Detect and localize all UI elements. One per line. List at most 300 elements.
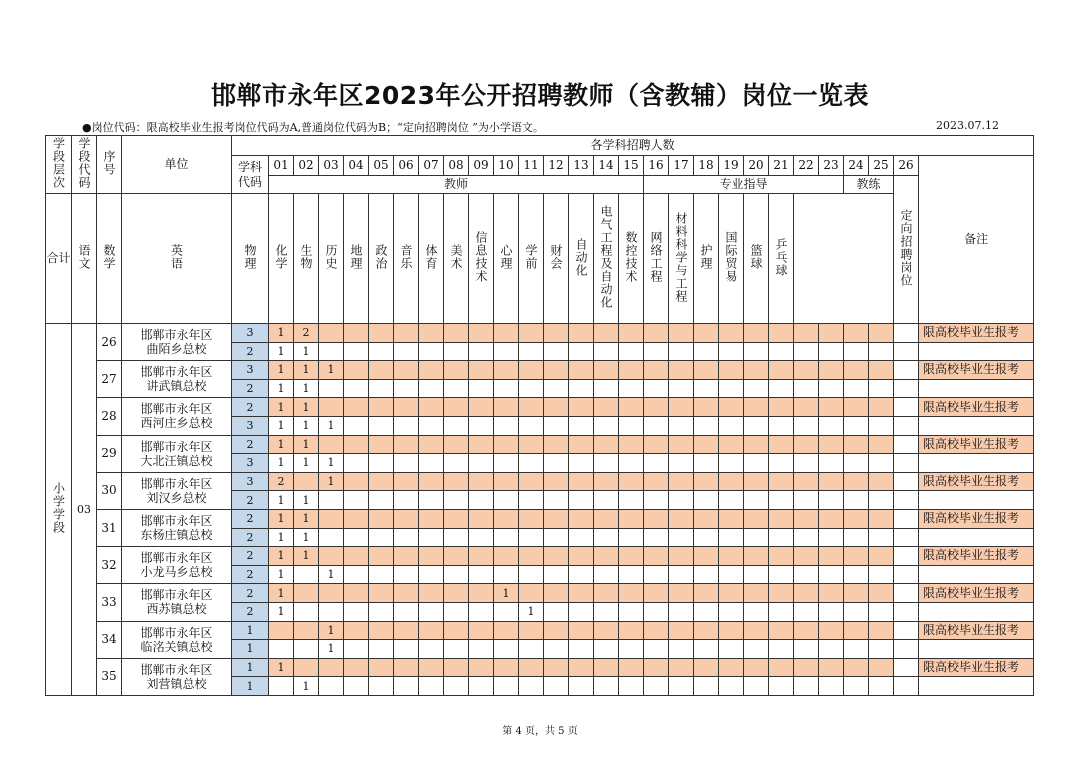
count-cell-05	[369, 454, 394, 473]
count-cell-21	[769, 342, 794, 361]
count-cell-02: 1	[294, 547, 319, 566]
count-cell-25	[869, 361, 894, 380]
count-cell-14	[594, 379, 619, 398]
count-cell-18	[694, 472, 719, 491]
count-cell-01: 1	[269, 565, 294, 584]
count-cell-01: 1	[269, 342, 294, 361]
count-cell-10	[494, 342, 519, 361]
unit-name-line2: 临洺关镇总校	[140, 639, 213, 654]
count-cell-11	[519, 416, 544, 435]
subject-name-20: 网络工程	[644, 194, 669, 324]
count-cell-19	[719, 342, 744, 361]
count-cell-04	[344, 584, 369, 603]
count-cell-14	[594, 472, 619, 491]
count-cell-25	[869, 491, 894, 510]
count-cell-01: 1	[269, 547, 294, 566]
count-cell-10	[494, 472, 519, 491]
count-cell-06	[394, 658, 419, 677]
count-cell-04	[344, 342, 369, 361]
count-cell-08	[444, 658, 469, 677]
remark-cell: 限高校毕业生报考	[919, 621, 1034, 640]
count-cell-02: 1	[294, 379, 319, 398]
count-cell-07	[419, 640, 444, 659]
count-cell-10	[494, 621, 519, 640]
remark-cell: 限高校毕业生报考	[919, 509, 1034, 528]
subject-code-08: 08	[444, 156, 469, 176]
count-cell-20	[744, 621, 769, 640]
count-cell-14	[594, 602, 619, 621]
count-cell-16	[644, 472, 669, 491]
count-cell-17	[669, 565, 694, 584]
count-cell-07	[419, 416, 444, 435]
count-cell-20	[744, 565, 769, 584]
count-cell-10	[494, 547, 519, 566]
count-cell-13	[569, 472, 594, 491]
count-cell-25	[869, 324, 894, 343]
count-cell-19	[719, 677, 744, 696]
count-cell-11	[519, 528, 544, 547]
count-cell-16	[644, 509, 669, 528]
count-cell-13	[569, 454, 594, 473]
count-cell-07	[419, 472, 444, 491]
count-cell-05	[369, 324, 394, 343]
count-cell-10	[494, 602, 519, 621]
table-row	[46, 547, 1034, 566]
count-cell-24	[844, 509, 869, 528]
count-cell-23	[819, 454, 844, 473]
count-cell-18	[694, 547, 719, 566]
header-unit: 单位	[122, 136, 232, 194]
count-cell-16	[644, 361, 669, 380]
count-cell-26	[894, 379, 919, 398]
count-cell-21	[769, 602, 794, 621]
subject-code-15: 15	[619, 156, 644, 176]
table-row	[46, 361, 1034, 380]
count-cell-10	[494, 565, 519, 584]
subject-name-19: 数控技术	[619, 194, 644, 324]
count-cell-06	[394, 621, 419, 640]
count-cell-12	[544, 621, 569, 640]
count-cell-24	[844, 491, 869, 510]
count-cell-16	[644, 324, 669, 343]
count-cell-26	[894, 602, 919, 621]
count-cell-12	[544, 658, 569, 677]
count-cell-21	[769, 621, 794, 640]
remark-cell	[919, 528, 1034, 547]
count-cell-26	[894, 658, 919, 677]
subject-name-25: 乒乓球	[769, 194, 794, 324]
count-cell-10	[494, 398, 519, 417]
count-cell-22	[794, 324, 819, 343]
count-cell-23	[819, 602, 844, 621]
count-cell-02: 1	[294, 342, 319, 361]
count-cell-02	[294, 621, 319, 640]
count-cell-23	[819, 324, 844, 343]
count-cell-21	[769, 435, 794, 454]
count-cell-10	[494, 658, 519, 677]
group-coach: 教练	[844, 176, 894, 194]
count-cell-18	[694, 398, 719, 417]
count-cell-12	[544, 677, 569, 696]
subject-code-17: 17	[669, 156, 694, 176]
count-cell-15	[619, 454, 644, 473]
count-cell-22	[794, 509, 819, 528]
count-cell-12	[544, 435, 569, 454]
count-cell-15	[619, 677, 644, 696]
count-cell-26	[894, 565, 919, 584]
count-cell-04	[344, 324, 369, 343]
count-cell-23	[819, 472, 844, 491]
count-cell-22	[794, 658, 819, 677]
count-cell-04	[344, 435, 369, 454]
count-cell-05	[369, 602, 394, 621]
count-cell-11	[519, 547, 544, 566]
recruitment-table	[45, 135, 1034, 696]
count-cell-15	[619, 640, 644, 659]
count-cell-24	[844, 528, 869, 547]
count-cell-24	[844, 658, 869, 677]
count-cell-08	[444, 565, 469, 584]
seq-cell: 30	[97, 472, 122, 509]
subject-code-01: 01	[269, 156, 294, 176]
remark-cell	[919, 640, 1034, 659]
subject-name-10: 音乐	[394, 194, 419, 324]
count-cell-08	[444, 324, 469, 343]
count-cell-22	[794, 416, 819, 435]
subject-code-26: 26	[894, 156, 919, 176]
count-cell-13	[569, 640, 594, 659]
count-cell-13	[569, 361, 594, 380]
header-seq: 序号	[97, 136, 122, 194]
count-cell-22	[794, 454, 819, 473]
count-cell-13	[569, 528, 594, 547]
count-cell-07	[419, 398, 444, 417]
count-cell-20	[744, 416, 769, 435]
count-cell-06	[394, 472, 419, 491]
count-cell-22	[794, 435, 819, 454]
count-cell-04	[344, 398, 369, 417]
count-cell-07	[419, 658, 444, 677]
total-cell: 2	[232, 398, 269, 417]
count-cell-09	[469, 528, 494, 547]
subject-code-14: 14	[594, 156, 619, 176]
count-cell-18	[694, 584, 719, 603]
count-cell-25	[869, 528, 894, 547]
count-cell-01	[269, 621, 294, 640]
count-cell-11	[519, 361, 544, 380]
subject-code-10: 10	[494, 156, 519, 176]
unit-name-cell	[122, 621, 232, 658]
count-cell-04	[344, 491, 369, 510]
count-cell-13	[569, 416, 594, 435]
count-cell-05	[369, 528, 394, 547]
count-cell-13	[569, 379, 594, 398]
table-row	[46, 324, 1034, 343]
total-cell: 2	[232, 565, 269, 584]
table-row	[46, 472, 1034, 491]
count-cell-20	[744, 435, 769, 454]
count-cell-13	[569, 342, 594, 361]
count-cell-17	[669, 361, 694, 380]
subject-name-14: 心理	[494, 194, 519, 324]
count-cell-06	[394, 602, 419, 621]
subject-code-23: 23	[819, 156, 844, 176]
count-cell-13	[569, 621, 594, 640]
count-cell-07	[419, 547, 444, 566]
count-cell-03	[319, 584, 344, 603]
count-cell-20	[744, 324, 769, 343]
count-cell-14	[594, 454, 619, 473]
count-cell-17	[669, 677, 694, 696]
count-cell-05	[369, 342, 394, 361]
count-cell-15	[619, 342, 644, 361]
count-cell-12	[544, 416, 569, 435]
count-cell-08	[444, 547, 469, 566]
count-cell-01: 1	[269, 584, 294, 603]
header-remarks: 备注	[919, 156, 1034, 324]
count-cell-04	[344, 621, 369, 640]
count-cell-19	[719, 528, 744, 547]
count-cell-11	[519, 640, 544, 659]
count-cell-01: 1	[269, 528, 294, 547]
count-cell-01: 1	[269, 416, 294, 435]
subject-name-23: 国际贸易	[719, 194, 744, 324]
count-cell-23	[819, 621, 844, 640]
count-cell-23	[819, 398, 844, 417]
count-cell-08	[444, 398, 469, 417]
header-stage-level: 学段层次	[46, 136, 72, 194]
count-cell-07	[419, 342, 444, 361]
count-cell-24	[844, 361, 869, 380]
count-cell-05	[369, 621, 394, 640]
count-cell-21	[769, 509, 794, 528]
count-cell-12	[544, 472, 569, 491]
count-cell-19	[719, 547, 744, 566]
count-cell-09	[469, 565, 494, 584]
count-cell-02: 1	[294, 416, 319, 435]
count-cell-05	[369, 472, 394, 491]
total-cell: 2	[232, 528, 269, 547]
header-stage-code: 学段代码	[72, 136, 97, 194]
remark-cell: 限高校毕业生报考	[919, 658, 1034, 677]
count-cell-22	[794, 491, 819, 510]
subject-name-11: 体育	[419, 194, 444, 324]
count-cell-10	[494, 416, 519, 435]
unit-name-line1: 邯郸市永年区	[140, 439, 213, 454]
count-cell-23	[819, 416, 844, 435]
count-cell-09	[469, 398, 494, 417]
count-cell-17	[669, 472, 694, 491]
count-cell-03	[319, 509, 344, 528]
count-cell-12	[544, 361, 569, 380]
count-cell-21	[769, 565, 794, 584]
count-cell-22	[794, 342, 819, 361]
seq-cell: 32	[97, 547, 122, 584]
count-cell-17	[669, 640, 694, 659]
seq-cell: 27	[97, 361, 122, 398]
count-cell-14	[594, 324, 619, 343]
count-cell-10: 1	[494, 584, 519, 603]
count-cell-12	[544, 565, 569, 584]
count-cell-15	[619, 602, 644, 621]
seq-cell: 26	[97, 324, 122, 361]
count-cell-04	[344, 677, 369, 696]
count-cell-01	[269, 640, 294, 659]
count-cell-04	[344, 640, 369, 659]
remark-cell	[919, 491, 1034, 510]
count-cell-08	[444, 491, 469, 510]
count-cell-08	[444, 621, 469, 640]
count-cell-07	[419, 454, 444, 473]
count-cell-09	[469, 658, 494, 677]
total-cell: 2	[232, 602, 269, 621]
header-subject-count: 各学科招聘人数	[232, 136, 1034, 156]
count-cell-16	[644, 379, 669, 398]
count-cell-20	[744, 677, 769, 696]
unit-name-line2: 讲武镇总校	[146, 379, 207, 394]
count-cell-05	[369, 584, 394, 603]
count-cell-20	[744, 509, 769, 528]
count-cell-25	[869, 584, 894, 603]
count-cell-21	[769, 454, 794, 473]
remark-cell: 限高校毕业生报考	[919, 472, 1034, 491]
count-cell-17	[669, 454, 694, 473]
total-cell: 2	[232, 342, 269, 361]
unit-name-line2: 西苏镇总校	[146, 602, 207, 617]
total-cell: 3	[232, 472, 269, 491]
count-cell-03: 1	[319, 454, 344, 473]
count-cell-25	[869, 416, 894, 435]
count-cell-16	[644, 677, 669, 696]
count-cell-24	[844, 677, 869, 696]
count-cell-01: 1	[269, 361, 294, 380]
count-cell-03: 1	[319, 472, 344, 491]
unit-name-cell	[122, 509, 232, 546]
count-cell-09	[469, 509, 494, 528]
count-cell-15	[619, 324, 644, 343]
count-cell-13	[569, 658, 594, 677]
subject-code-12: 12	[544, 156, 569, 176]
count-cell-01: 1	[269, 398, 294, 417]
table-row	[46, 658, 1034, 677]
count-cell-23	[819, 565, 844, 584]
subject-name-26: 定向招聘岗位	[894, 176, 919, 324]
count-cell-25	[869, 658, 894, 677]
subject-code-20: 20	[744, 156, 769, 176]
count-cell-08	[444, 435, 469, 454]
count-cell-02	[294, 565, 319, 584]
count-cell-05	[369, 677, 394, 696]
count-cell-04	[344, 361, 369, 380]
unit-name-cell	[122, 324, 232, 361]
count-cell-08	[444, 640, 469, 659]
count-cell-01: 1	[269, 602, 294, 621]
count-cell-24	[844, 584, 869, 603]
count-cell-22	[794, 547, 819, 566]
remark-cell	[919, 677, 1034, 696]
count-cell-12	[544, 640, 569, 659]
count-cell-21	[769, 472, 794, 491]
subject-code-18: 18	[694, 156, 719, 176]
count-cell-04	[344, 472, 369, 491]
count-cell-14	[594, 398, 619, 417]
count-cell-19	[719, 584, 744, 603]
count-cell-18	[694, 454, 719, 473]
subject-name-06: 生物	[294, 194, 319, 324]
count-cell-12	[544, 547, 569, 566]
count-cell-01: 1	[269, 658, 294, 677]
subject-code-02: 02	[294, 156, 319, 176]
count-cell-19	[719, 491, 744, 510]
unit-name-line1: 邯郸市永年区	[140, 662, 213, 677]
count-cell-18	[694, 602, 719, 621]
remark-cell	[919, 342, 1034, 361]
subject-code-16: 16	[644, 156, 669, 176]
count-cell-01: 1	[269, 379, 294, 398]
count-cell-05	[369, 398, 394, 417]
count-cell-11	[519, 491, 544, 510]
count-cell-10	[494, 491, 519, 510]
count-cell-25	[869, 621, 894, 640]
count-cell-09	[469, 342, 494, 361]
count-cell-11	[519, 379, 544, 398]
count-cell-13	[569, 584, 594, 603]
count-cell-08	[444, 602, 469, 621]
total-cell: 2	[232, 509, 269, 528]
count-cell-06	[394, 379, 419, 398]
count-cell-25	[869, 677, 894, 696]
count-cell-22	[794, 528, 819, 547]
count-cell-07	[419, 602, 444, 621]
count-cell-08	[444, 379, 469, 398]
subject-code-22: 22	[794, 156, 819, 176]
count-cell-06	[394, 547, 419, 566]
count-cell-21	[769, 547, 794, 566]
count-cell-17	[669, 584, 694, 603]
count-cell-24	[844, 472, 869, 491]
count-cell-13	[569, 509, 594, 528]
count-cell-08	[444, 361, 469, 380]
remark-cell	[919, 416, 1034, 435]
header-total: 合计	[46, 194, 72, 324]
subject-code-24: 24	[844, 156, 869, 176]
unit-name-line1: 邯郸市永年区	[140, 588, 213, 603]
count-cell-22	[794, 602, 819, 621]
count-cell-03	[319, 677, 344, 696]
count-cell-09	[469, 361, 494, 380]
unit-name-line2: 刘汉乡总校	[146, 490, 207, 505]
group-teacher: 教师	[269, 176, 644, 194]
subject-name-22: 护理	[694, 194, 719, 324]
subject-name-09: 政治	[369, 194, 394, 324]
count-cell-09	[469, 640, 494, 659]
count-cell-17	[669, 398, 694, 417]
count-cell-02: 1	[294, 361, 319, 380]
count-cell-14	[594, 509, 619, 528]
count-cell-07	[419, 361, 444, 380]
count-cell-20	[744, 398, 769, 417]
count-cell-01	[269, 677, 294, 696]
count-cell-21	[769, 398, 794, 417]
seq-cell: 28	[97, 398, 122, 435]
total-cell: 2	[232, 435, 269, 454]
count-cell-22	[794, 379, 819, 398]
count-cell-04	[344, 547, 369, 566]
count-cell-12	[544, 324, 569, 343]
unit-name-cell	[122, 658, 232, 695]
count-cell-25	[869, 454, 894, 473]
count-cell-12	[544, 342, 569, 361]
